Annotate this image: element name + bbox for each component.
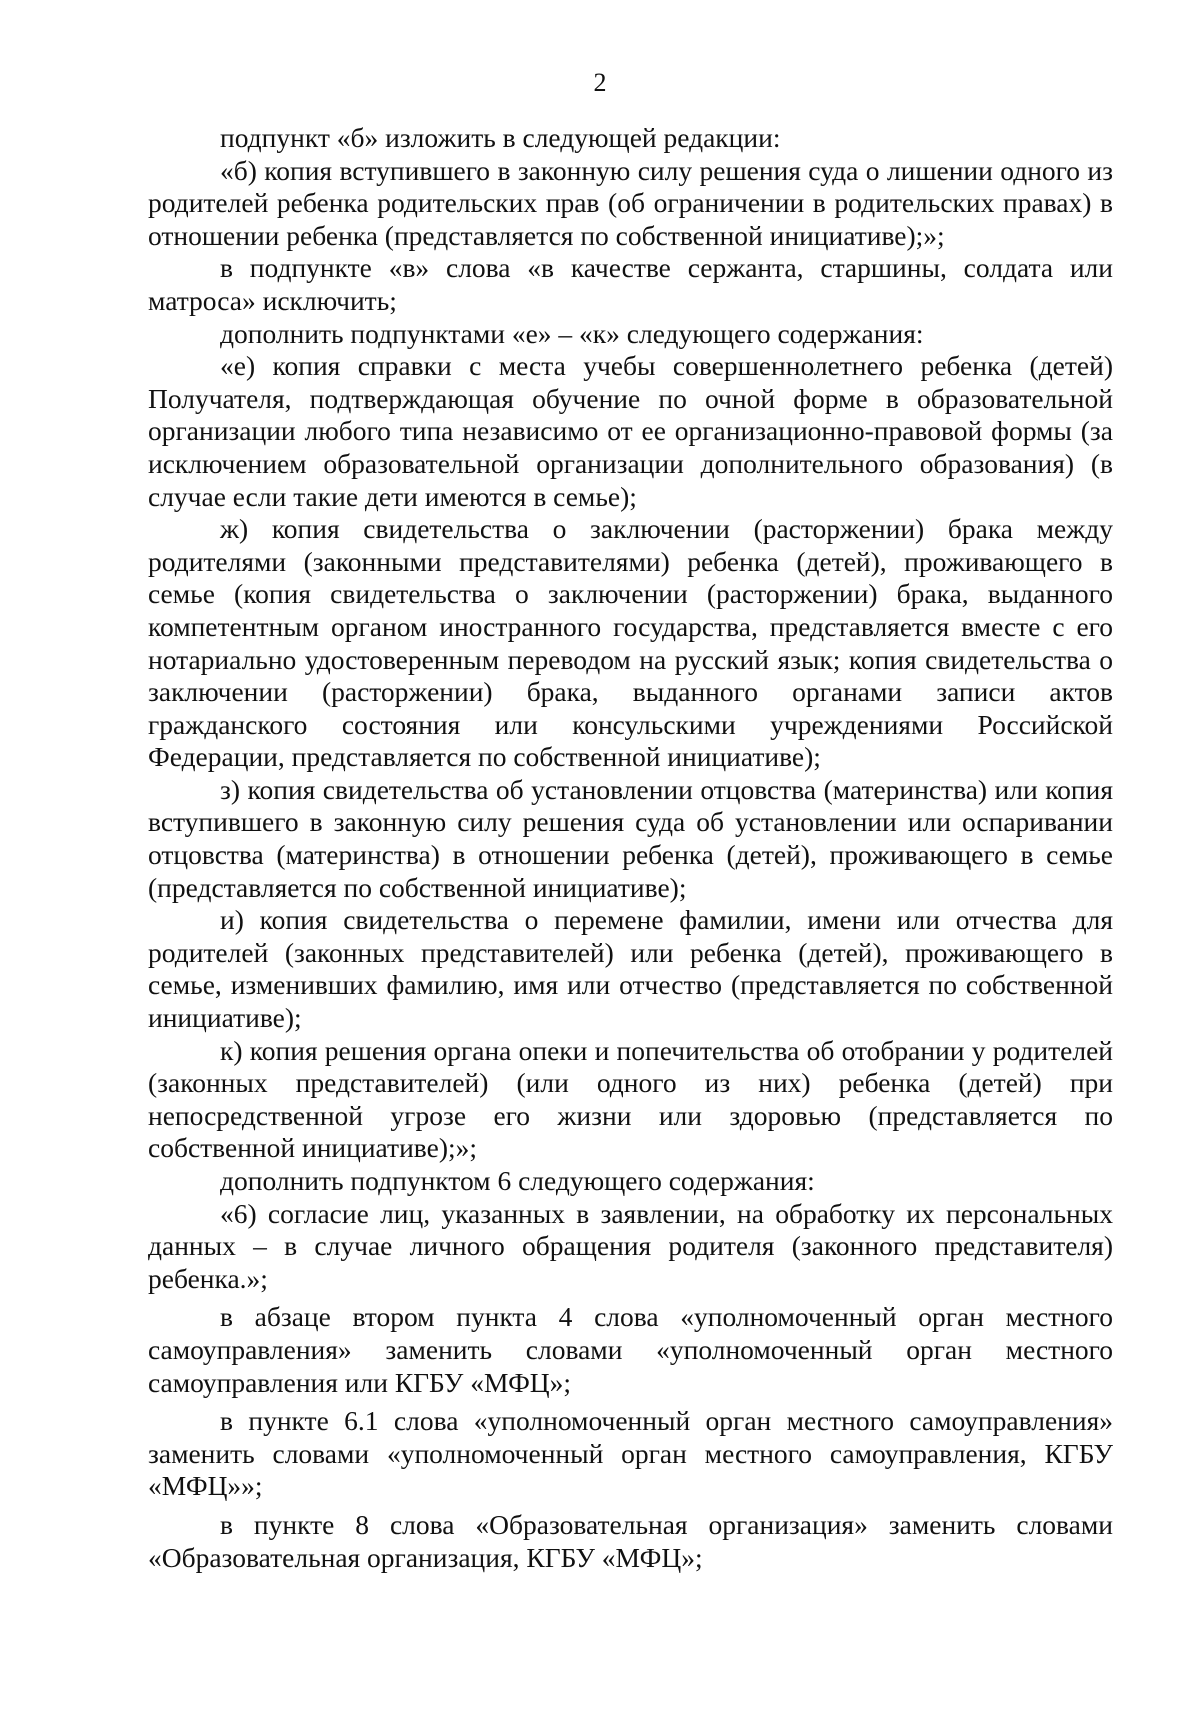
paragraph-v-amend: в подпункте «в» слова «в качестве сержанта, старшины, солдата или матроса» исключить; — [148, 252, 1113, 316]
paragraph-point-6-1: в пункте 6.1 слова «уполномоченный орган местного самоуправления» заменить словами «уполномоченный орган местного самоуправления, КГБУ «МФЦ»»; — [148, 1405, 1113, 1502]
paragraph-e: «е) копия справки с места учебы совершеннолетнего ребенка (детей) Получателя, подтверждающая обучение по очной форме в образовательной организации любого типа независимо от ее организационно-правовой формы (за исключением образовательной организации дополнительного образования) (в случае если такие дети имеются в семье); — [148, 350, 1113, 512]
paragraph-k: к) копия решения органа опеки и попечительства об отобрании у родителей (законных представителей) (или одного из них) ребенка (детей) при непосредственной угрозе его жизни или здоровью (представляется по собственной инициативе);»; — [148, 1034, 1113, 1164]
page-number: 2 — [593, 68, 607, 97]
paragraph-i: и) копия свидетельства о перемене фамилии, имени или отчества для родителей (законных представителей) или ребенка (детей), проживающего в семье, изменивших фамилию, имя или отчество (представляется по собственной инициативе); — [148, 904, 1113, 1034]
paragraph-point-8: в пункте 8 слова «Образовательная организация» заменить словами «Образовательная организация, КГБУ «МФЦ»; — [148, 1508, 1113, 1573]
paragraph-e-k-intro: дополнить подпунктами «е» – «к» следующего содержания: — [220, 317, 924, 349]
paragraph-zh: ж) копия свидетельства о заключении (расторжении) брака между родителями (законными представителями) ребенка (детей), проживающего в семье (копия свидетельства о заключении (расторжении) брака, выданного компетентным органом иностранного государства, представляется вместе с его нотариально удостоверенным переводом на русский язык; копия свидетельства о заключении (расторжении) брака, выданного органами записи актов гражданского состояния или консульскими учреждениями Российской Федерации, представляется по собственной инициативе); — [148, 513, 1113, 773]
paragraph-6-intro: дополнить подпунктом 6 следующего содержания: — [220, 1165, 815, 1196]
paragraph-b-text: «б) копия вступившего в законную силу решения суда о лишении одного из родителей ребенка родительских прав (об ограничении в родительских правах) в отношении ребенка (представляется по собственной инициативе);»; — [148, 154, 1113, 251]
paragraph-b-intro: подпункт «б» изложить в следующей редакции: — [220, 122, 781, 153]
paragraph-6-text: «6) согласие лиц, указанных в заявлении, на обработку их персональных данных – в случае личного обращения родителя (законного представителя) ребенка.»; — [148, 1197, 1113, 1294]
paragraph-point-4: в абзаце втором пункта 4 слова «уполномоченный орган местного самоуправления» заменить словами «уполномоченный орган местного самоуправления или КГБУ «МФЦ»; — [148, 1301, 1113, 1398]
paragraph-z: з) копия свидетельства об установлении отцовства (материнства) или копия вступившего в законную силу решения суда об установлении или оспаривании отцовства (материнства) в отношении ребенка (детей), проживающего в семье (представляется по собственной инициативе); — [148, 773, 1113, 903]
document-body — [148, 122, 1113, 1574]
